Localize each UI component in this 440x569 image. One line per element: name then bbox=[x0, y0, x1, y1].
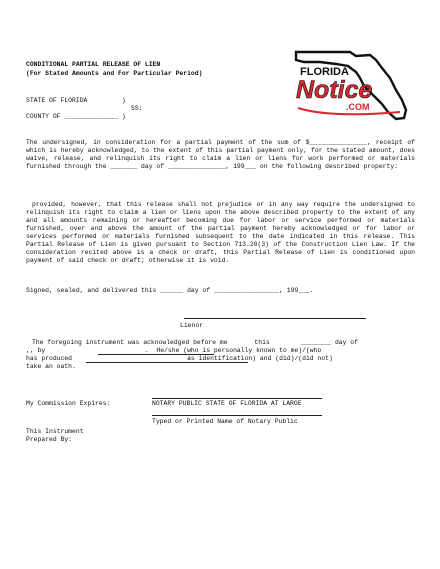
ss-line: SS: bbox=[131, 105, 143, 112]
typed-name-label: Typed or Printed Name of Notary Public bbox=[152, 418, 298, 425]
notary-name-line bbox=[152, 415, 322, 416]
ack-line-2: ,, by . He/she (who is personally known to me)/(who bbox=[26, 347, 322, 354]
logo-notice-text: Notice bbox=[296, 76, 373, 104]
logo-florida-text: FLORIDA bbox=[300, 66, 349, 78]
ack-line-3: has produced as identification) and (did)/(did not) bbox=[26, 355, 333, 362]
state-line: STATE OF FLORIDA ) bbox=[26, 97, 126, 104]
instrument-label: This Instrument bbox=[26, 428, 84, 435]
florida-notice-logo bbox=[290, 48, 416, 122]
ack-line-1: The foregoing instrument was acknowledged before me this ________ day of bbox=[32, 339, 358, 346]
document-title: CONDITIONAL PARTIAL RELEASE OF LIEN bbox=[26, 61, 161, 68]
signed-line: Signed, sealed, and delivered this ______ day of _________________, 199___. bbox=[26, 287, 314, 294]
commission-label: My Commission Expires: bbox=[26, 400, 111, 407]
consideration-paragraph: The undersigned, in consideration for a partial payment of the sum of $_______________, receipt of which is hereby acknowledged, to the extent of this partial payment only, for the stated amount, does waive, release, and relinquish its right to claim a lien or liens for work performed or materials furnished through the _______ day of _______________, 199___ on the following described property: bbox=[26, 139, 415, 170]
prepared-by-label: Prepared By: bbox=[26, 436, 73, 443]
county-line: COUNTY OF ______________ ) bbox=[26, 113, 126, 120]
provided-paragraph: provided, however, that this release shall not prejudice or in any way require the undersigned to relinquish its right to claim a lien or liens upon the above described property to the extent of any and all amounts remaining or hereafter becoming due for labor or service performed or materials furnished, over and above the amount of the partial payment hereby acknowledged or for labor or services performed or materials furnished subsequent to the date indicated in this release. This Partial Release of Lien is given pursuant to Section 713.20(3) of the Construction Lien Law. If the consideration recited above is a check or draft, this Partial Release of Lien is conditioned upon payment of said check or draft; otherwise it is void. bbox=[26, 201, 415, 264]
lienor-signature-line bbox=[184, 318, 366, 319]
notary-signature-line bbox=[152, 398, 322, 399]
ack-line-4: take an oath. bbox=[26, 363, 76, 370]
logo-com-text: .COM bbox=[346, 102, 370, 112]
document-subtitle: (For Stated Amounts and For Particular Period) bbox=[26, 70, 203, 77]
lienor-label: Lienor bbox=[180, 322, 204, 329]
ack-id-line bbox=[86, 362, 248, 363]
notary-label: NOTARY PUBLIC STATE OF FLORIDA AT LARGE bbox=[152, 400, 302, 407]
